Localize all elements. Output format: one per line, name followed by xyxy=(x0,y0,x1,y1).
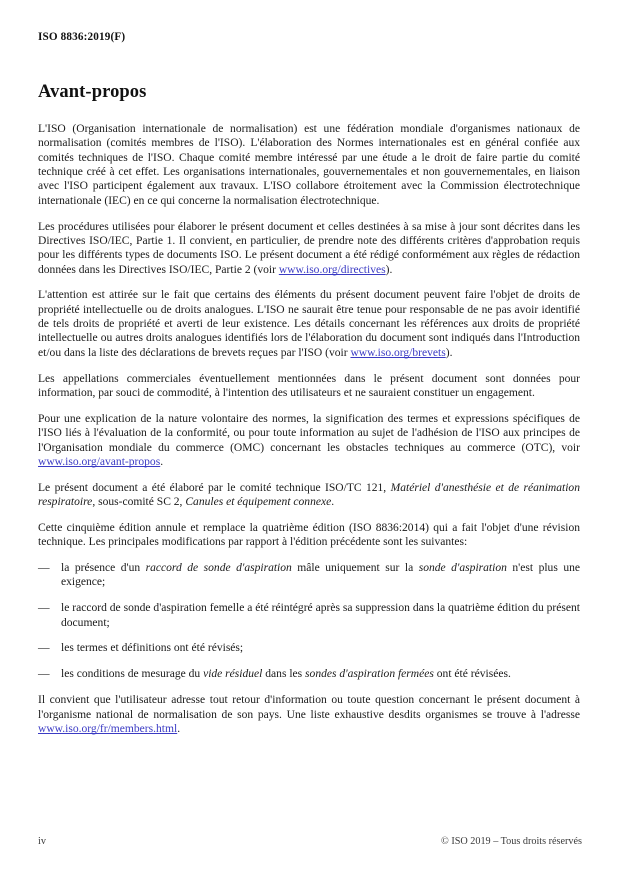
list-item xyxy=(38,561,580,590)
paragraph-wto-tbt-text-after: . xyxy=(160,455,164,468)
dash-bullet-icon: — xyxy=(38,642,50,655)
committee-text-3: . xyxy=(331,496,335,509)
link-iso-avant-propos[interactable]: www.iso.org/avant-propos xyxy=(38,455,161,468)
list-item-text-1: la présence d'un xyxy=(61,562,146,575)
paragraph-procedures-text-after: ). xyxy=(385,263,393,276)
list-item-term-1: vide résiduel xyxy=(203,668,263,681)
list-item-text-1: le raccord de sonde d'aspiration femelle a été réintégré après sa suppression dans la quatrième édition du présent document; xyxy=(61,602,580,629)
committee-text-2: , sous-comité SC 2, xyxy=(92,496,186,509)
list-item-text-3: ont été révisées. xyxy=(433,668,511,681)
committee-text-1: Le présent document a été élaboré par le comité technique ISO/TC 121, xyxy=(38,481,391,494)
list-item xyxy=(38,641,580,655)
list-item xyxy=(38,667,580,681)
list-item-text-2: dans les xyxy=(262,668,306,681)
page-footer xyxy=(38,836,582,850)
paragraph-wto-tbt-text-before: Pour une explication de la nature volontaire des normes, la signification des termes et expressions spécifiques de l'ISO liés à l'évaluation de la conformité, ou pour toute information au sujet de l'adhésion de l'ISO aux principes de l'Organisation mondiale du commerce (OMC) concernant les obstacles techniques au commerce (OTC), voir xyxy=(38,412,580,454)
paragraph-scope-iso: L'ISO (Organisation internationale de normalisation) est une fédération mondiale d'organismes nationaux de normalisation (comités membres de l'ISO). L'élaboration des Normes internationales est en général confiée aux comités techniques de l'ISO. Chaque comité membre intéressé par une étude a le droit de faire partie du comité technique créé à cet effet. Les organisations internationales, gouvernementales et non gouvernementales, en liaison avec l'ISO participent également aux travaux. L'ISO collabore étroitement avec la Commission électrotechnique internationale (IEC) en ce qui concerne la normalisation électrotechnique. xyxy=(38,123,580,207)
running-head: ISO 8836:2019(F) xyxy=(38,31,126,43)
subcommittee-name-sc2: Canules et équipement connexe xyxy=(185,496,332,509)
dash-bullet-icon: — xyxy=(38,602,50,615)
list-item xyxy=(38,601,580,630)
changes-list xyxy=(38,561,580,682)
copyright-notice: © ISO 2019 – Tous droits réservés xyxy=(441,836,582,847)
link-iso-members[interactable]: www.iso.org/fr/members.html xyxy=(38,722,178,735)
list-item-text-1: les conditions de mesurage du xyxy=(61,668,204,681)
paragraph-patent-rights-text-before: L'attention est attirée sur le fait que certains des éléments du présent document peuvent faire l'objet de droits de propriété intellectuelle ou de droits analogues. L'ISO ne saurait être tenue pour responsable de ne pas avoir identifié de tels droits de propriété et averti de leur existence. Les détails concernant les références aux droits de propriété intellectuelle ou autres droits analogues identifiés lors de l'élaboration du document sont indiqués dans l'Introduction et/ou dans la liste des déclarations de brevets reçues par l'ISO (voir xyxy=(38,289,580,359)
page-title: Avant-propos xyxy=(38,82,147,102)
paragraph-feedback xyxy=(38,693,580,736)
paragraph-feedback-text-before: Il convient que l'utilisateur adresse tout retour d'information ou toute question concernant le présent document à l'organisme national de normalisation de son pays. Une liste exhaustive desdits organismes se trouve à l'adresse xyxy=(38,694,580,721)
list-item-term-2: sonde d'aspiration xyxy=(418,562,507,575)
link-iso-directives[interactable]: www.iso.org/directives xyxy=(278,263,386,276)
list-item-text-1: les termes et définitions ont été révisés; xyxy=(61,642,244,655)
list-item-term-1: raccord de sonde d'aspiration xyxy=(145,562,292,575)
paragraph-procedures xyxy=(38,220,580,277)
paragraph-feedback-text-after: . xyxy=(177,722,181,735)
link-iso-brevets[interactable]: www.iso.org/brevets xyxy=(350,346,446,359)
dash-bullet-icon: — xyxy=(38,562,50,575)
page-number: iv xyxy=(38,836,46,847)
page-content xyxy=(38,82,580,736)
paragraph-patent-rights xyxy=(38,288,580,360)
dash-bullet-icon: — xyxy=(38,668,50,681)
list-item-term-2: sondes d'aspiration fermées xyxy=(305,668,434,681)
list-item-text-3: n'est plus une exigence; xyxy=(61,562,580,589)
paragraph-committee xyxy=(38,481,580,510)
paragraph-wto-tbt xyxy=(38,412,580,469)
paragraph-procedures-text-before: Les procédures utilisées pour élaborer le présent document et celles destinées à sa mise à jour sont décrites dans les Directives ISO/IEC, Partie 1. Il convient, en particulier, de prendre note des différents critères d'approbation requis pour les différents types de documents ISO. Le présent document a été rédigé conformément aux règles de rédaction données dans les Directives ISO/IEC, Partie 2 (voir xyxy=(38,220,580,276)
paragraph-trade-names: Les appellations commerciales éventuellement mentionnées dans le présent document sont données pour information, par souci de commodité, à l'intention des utilisateurs et ne sauraient constituer un engagement. xyxy=(38,372,580,399)
committee-name-tc121: Matériel d'anesthésie et de réanimation respiratoire xyxy=(38,481,580,509)
list-item-text-2: mâle uniquement sur la xyxy=(291,562,419,575)
paragraph-edition-changes-intro: Cette cinquième édition annule et remplace la quatrième édition (ISO 8836:2014) qui a fait l'objet d'une révision technique. Les principales modifications par rapport à l'édition précédente sont les suivantes: xyxy=(38,521,580,549)
paragraph-patent-rights-text-after: ). xyxy=(445,346,453,359)
